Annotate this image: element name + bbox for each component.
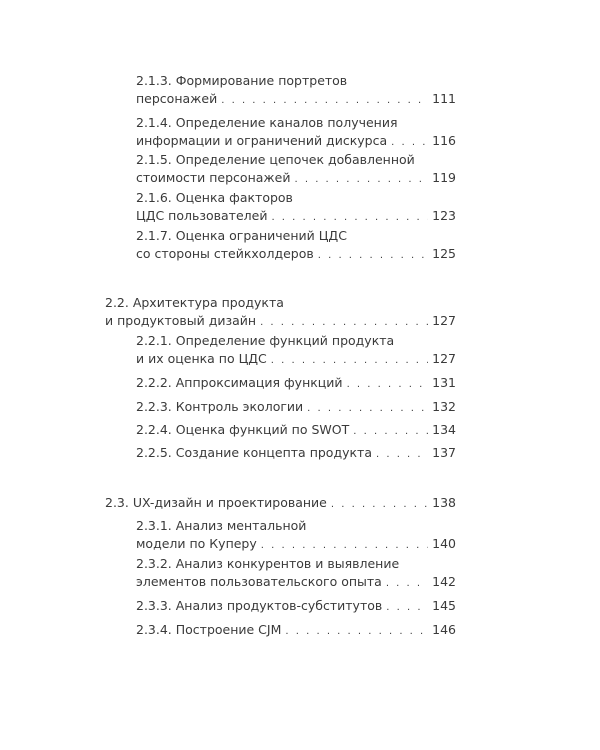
toc-entry-title-cont: и продуктовый дизайн [105,313,257,328]
toc-entry[interactable] [136,151,456,189]
toc-entry-title-cont: ЦДС пользователей [136,208,268,223]
leader-dots [221,92,428,110]
toc-entry[interactable] [136,227,456,265]
leader-dots [307,400,428,418]
toc-entry[interactable] [136,189,456,227]
toc-entry-title-cont: персонажей [136,91,218,106]
toc-entry[interactable] [136,621,456,641]
leader-dots [376,446,428,464]
toc-entry-title: 2.2.4. Оценка функций по SWOT [136,422,350,437]
toc-entry[interactable] [136,374,456,394]
toc-entry-title: 2.3.4. Построение CJM [136,622,282,637]
toc-entry-title: 2.3.3. Анализ продуктов-субститутов [136,598,383,613]
toc-entry[interactable] [136,444,456,464]
toc-entry[interactable] [136,421,456,441]
leader-dots [271,352,428,370]
toc-entry[interactable] [136,114,456,152]
leader-dots [318,247,428,265]
toc-entry[interactable] [136,517,456,555]
toc-entry[interactable] [136,332,456,370]
leader-dots [271,209,428,227]
leader-dots [285,623,428,641]
toc-entry-title-cont: со стороны стейкхолдеров [136,246,314,261]
toc-page-number: 145 [432,598,456,613]
toc-page-number: 119 [432,170,456,185]
leader-dots [386,599,428,617]
leader-dots [391,134,428,152]
toc-entry-title: 2.2.2. Аппроксимация функций [136,375,343,390]
toc-entry[interactable] [136,72,456,110]
toc-entry-title-cont: и их оценка по ЦДС [136,351,267,366]
toc-section-entry[interactable] [105,494,456,514]
toc-page-number: 134 [432,422,456,437]
leader-dots [331,496,428,514]
toc-entry-title: 2.1.3. Формирование портретов [136,73,348,88]
toc-entry-title-cont: модели по Куперу [136,536,257,551]
toc-entry-title-cont: элементов пользовательского опыта [136,574,382,589]
toc-entry-title: 2.2. Архитектура продукта [105,295,284,310]
toc-entry[interactable] [136,398,456,418]
leader-dots [294,171,428,189]
toc-entry-title: 2.3.2. Анализ конкурентов и выявление [136,556,400,571]
leader-dots [260,314,428,332]
toc-entry[interactable] [136,597,456,617]
toc-entry-title-cont: информации и ограничений дискурса [136,133,388,148]
leader-dots [261,537,428,555]
toc-page-number: 131 [432,375,456,390]
toc-entry-title: 2.1.4. Определение каналов получения [136,115,398,130]
leader-dots [347,376,429,394]
toc-entry-title: 2.2.3. Контроль экологии [136,399,304,414]
toc-page-number: 111 [432,91,456,106]
toc-page-number: 125 [432,246,456,261]
toc-entry-title: 2.1.7. Оценка ограничений ЦДС [136,228,347,243]
toc-page-number: 142 [432,574,456,589]
toc-page-number: 127 [432,351,456,366]
toc-entry-title: 2.2.1. Определение функций продукта [136,333,395,348]
toc-page-number: 127 [432,313,456,328]
toc-entry-title-cont: стоимости персонажей [136,170,291,185]
toc-page-number: 137 [432,445,456,460]
leader-dots [353,423,428,441]
toc-entry-title: 2.2.5. Создание концепта продукта [136,445,372,460]
toc-entry[interactable] [136,555,456,593]
toc-entry-title: 2.1.6. Оценка факторов [136,190,293,205]
toc-entry-title: 2.3.1. Анализ ментальной [136,518,307,533]
toc-page-number: 116 [432,133,456,148]
toc-page-number: 138 [432,495,456,510]
toc-entry-title: 2.3. UX-дизайн и проектирование [105,495,327,510]
leader-dots [386,575,428,593]
toc-page-number: 146 [432,622,456,637]
toc-page-number: 140 [432,536,456,551]
toc-page-number: 132 [432,399,456,414]
toc-entry-title: 2.1.5. Определение цепочек добавленной [136,152,415,167]
toc-page-number: 123 [432,208,456,223]
toc-section-entry[interactable] [105,294,456,332]
